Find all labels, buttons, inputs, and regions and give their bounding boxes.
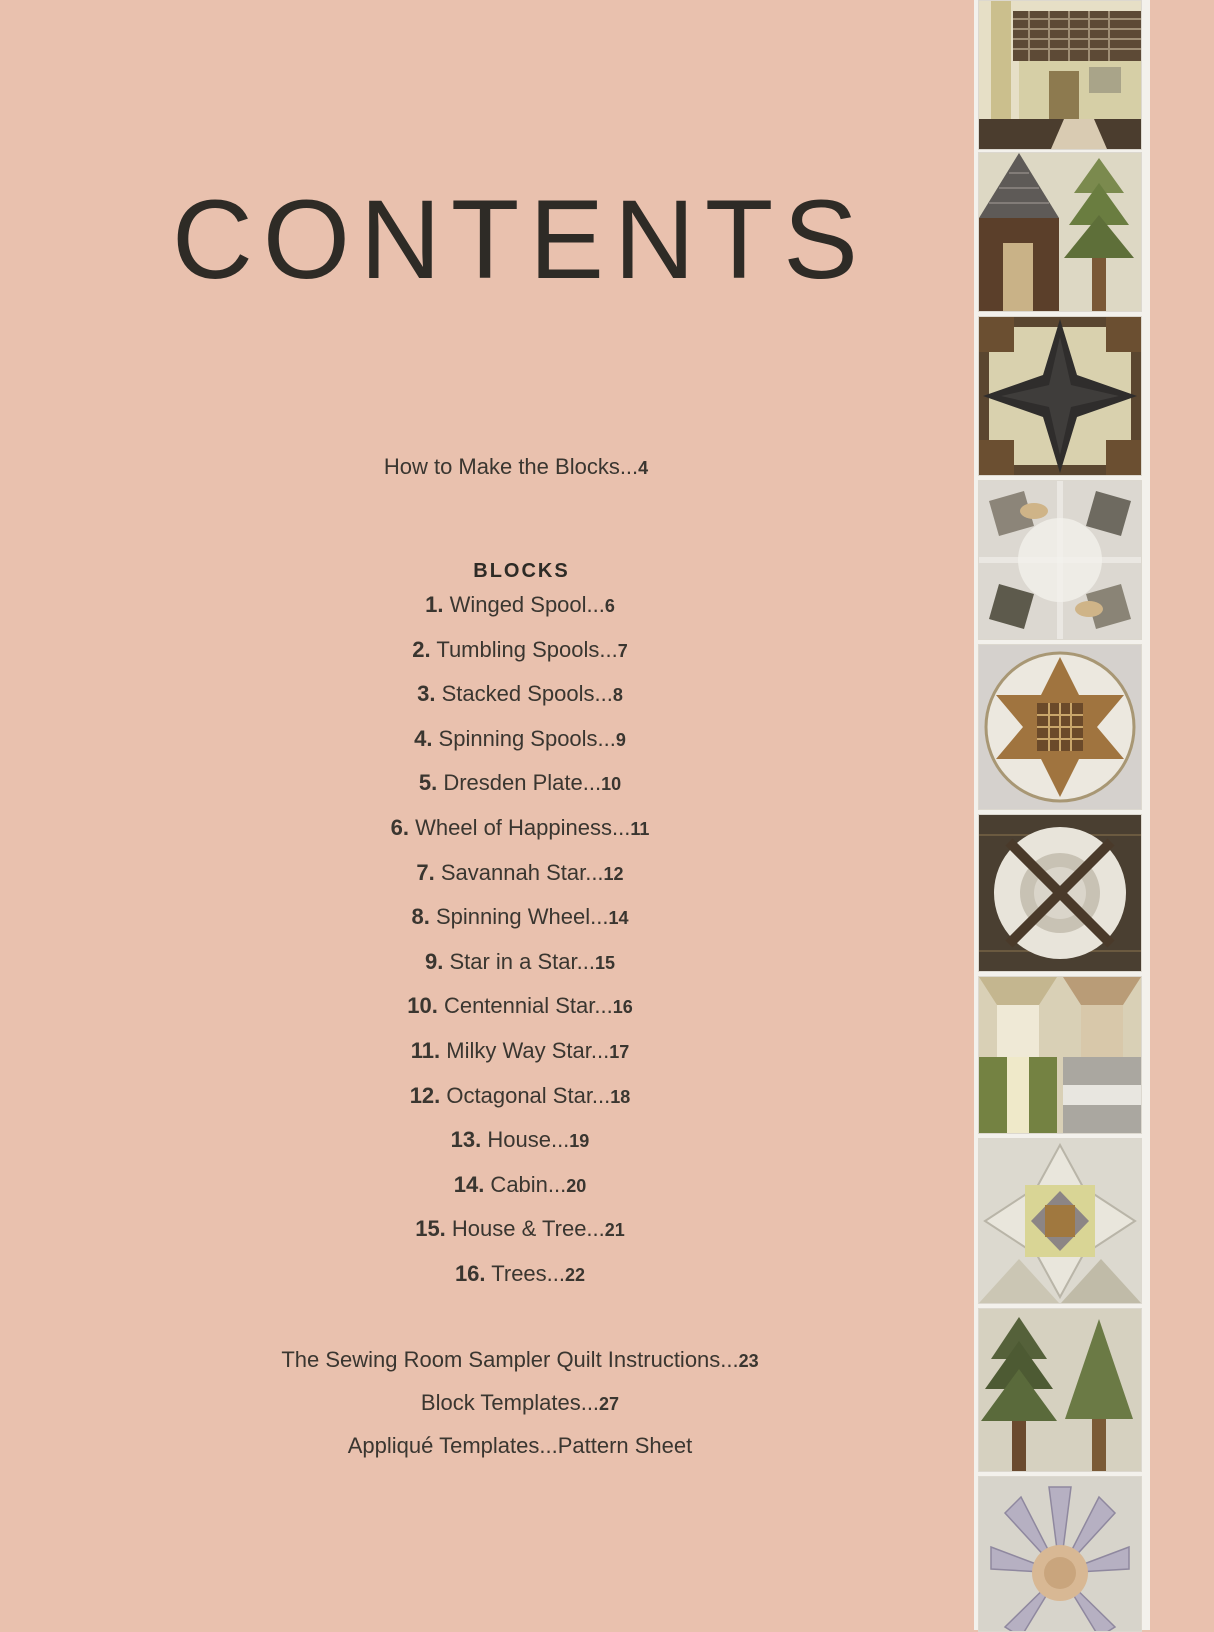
toc-entry-label: Block Templates...: [420, 1390, 600, 1415]
toc-page-number: 4: [638, 458, 649, 478]
block-label: Dresden Plate...: [437, 770, 602, 796]
toc-entry-block-16[interactable]: [150, 1262, 890, 1307]
block-label: Spinning Spools...: [432, 725, 616, 751]
block-label: House...: [481, 1127, 570, 1153]
block-label: Savannah Star...: [434, 859, 604, 885]
block-number: 6.: [390, 814, 409, 840]
toc-entry-block-12[interactable]: [150, 1084, 890, 1129]
quilt-block-strip: [974, 0, 1150, 1630]
toc-entry-block-15[interactable]: [150, 1217, 890, 1262]
block-label: Tumbling Spools...: [430, 636, 618, 662]
toc-entry-label: The Sewing Room Sampler Quilt Instructions...: [281, 1347, 739, 1372]
block-page-number: 15: [594, 952, 616, 973]
block-page-number: 8: [612, 685, 623, 706]
blocks-section-heading: BLOCKS: [473, 560, 570, 582]
block-page-number: 19: [569, 1131, 590, 1152]
block-page-number: 12: [603, 863, 624, 884]
block-number: 9.: [424, 948, 444, 974]
savannah-star-block-icon: [978, 644, 1142, 810]
toc-entry-applique-templates[interactable]: [150, 1434, 890, 1477]
block-number: 10.: [407, 993, 438, 1019]
block-number: 1.: [425, 592, 444, 617]
page-title: CONTENTS: [172, 177, 868, 302]
block-label: Trees...: [485, 1260, 566, 1286]
toc-page-number: Pattern Sheet: [557, 1433, 693, 1458]
block-page-number: 16: [612, 997, 633, 1018]
house-and-tree-block-icon: [978, 152, 1142, 312]
block-page-number: 7: [617, 640, 628, 661]
block-number: 7.: [416, 859, 435, 885]
block-label: Winged Spool...: [443, 592, 605, 617]
toc-entry-block-1[interactable]: [150, 593, 890, 638]
block-number: 13.: [450, 1127, 482, 1153]
toc-entry-block-3[interactable]: [150, 682, 890, 727]
octagonal-star-block-icon: [978, 1138, 1142, 1304]
block-label: Star in a Star...: [443, 948, 595, 974]
toc-entry-block-11[interactable]: [150, 1039, 890, 1084]
dresden-plate-block-icon: [978, 1476, 1142, 1632]
toc-intro-entry[interactable]: [150, 454, 882, 480]
block-number: 2.: [412, 636, 431, 662]
block-page-number: 11: [630, 818, 650, 839]
block-label: House & Tree...: [445, 1216, 605, 1242]
block-page-number: 18: [610, 1086, 631, 1107]
block-number: 5.: [418, 770, 438, 796]
block-page-number: 6: [604, 596, 615, 616]
block-label: Cabin...: [484, 1171, 567, 1197]
trees-block-icon: [978, 1308, 1142, 1472]
star-in-star-block-icon: [978, 316, 1142, 476]
block-label: Stacked Spools...: [435, 681, 613, 707]
block-number: 16.: [454, 1260, 486, 1286]
block-number: 12.: [409, 1082, 441, 1108]
toc-entry-label: Appliqué Templates...: [347, 1433, 558, 1458]
spinning-wheel-block-icon: [978, 814, 1142, 972]
block-label: Octagonal Star...: [440, 1082, 611, 1108]
toc-entry-block-7[interactable]: [150, 861, 890, 906]
block-number: 11.: [410, 1037, 441, 1063]
block-page-number: 9: [615, 729, 626, 750]
block-label: Centennial Star...: [437, 993, 613, 1019]
block-page-number: 22: [565, 1264, 586, 1285]
toc-page-number: 27: [599, 1394, 620, 1414]
toc-entry-block-5[interactable]: [150, 771, 890, 816]
block-page-number: 21: [604, 1220, 625, 1241]
block-number: 14.: [453, 1171, 485, 1197]
block-number: 15.: [415, 1216, 446, 1242]
block-number: 3.: [417, 681, 436, 707]
blocks-list: [150, 593, 890, 1307]
toc-page-number: 23: [738, 1351, 759, 1371]
toc-entry-block-13[interactable]: [150, 1128, 890, 1173]
spinning-spools-block-icon: [978, 480, 1142, 640]
block-label: Wheel of Happiness...: [408, 814, 631, 840]
block-number: 8.: [411, 904, 430, 930]
block-number: 4.: [414, 725, 433, 751]
block-page-number: 20: [566, 1175, 587, 1196]
back-matter-list: [150, 1348, 890, 1477]
block-label: Spinning Wheel...: [429, 904, 609, 930]
toc-entry-label: How to Make the Blocks...: [383, 454, 639, 479]
cabin-block-icon: [978, 0, 1142, 150]
toc-entry-block-6[interactable]: [150, 816, 890, 861]
toc-entry-block-2[interactable]: [150, 638, 890, 683]
toc-entry-block-templates[interactable]: [150, 1391, 890, 1434]
block-label: Milky Way Star...: [440, 1037, 610, 1063]
block-page-number: 14: [608, 908, 629, 929]
toc-entry-block-14[interactable]: [150, 1173, 890, 1218]
spool-block-icon: [978, 976, 1142, 1134]
toc-entry-block-9[interactable]: [150, 950, 890, 995]
block-page-number: 10: [601, 774, 622, 795]
toc-entry-quilt-instructions[interactable]: [150, 1348, 890, 1391]
block-page-number: 17: [609, 1041, 630, 1062]
toc-entry-block-4[interactable]: [150, 727, 890, 772]
toc-entry-block-8[interactable]: [150, 905, 890, 950]
toc-entry-block-10[interactable]: [150, 994, 890, 1039]
